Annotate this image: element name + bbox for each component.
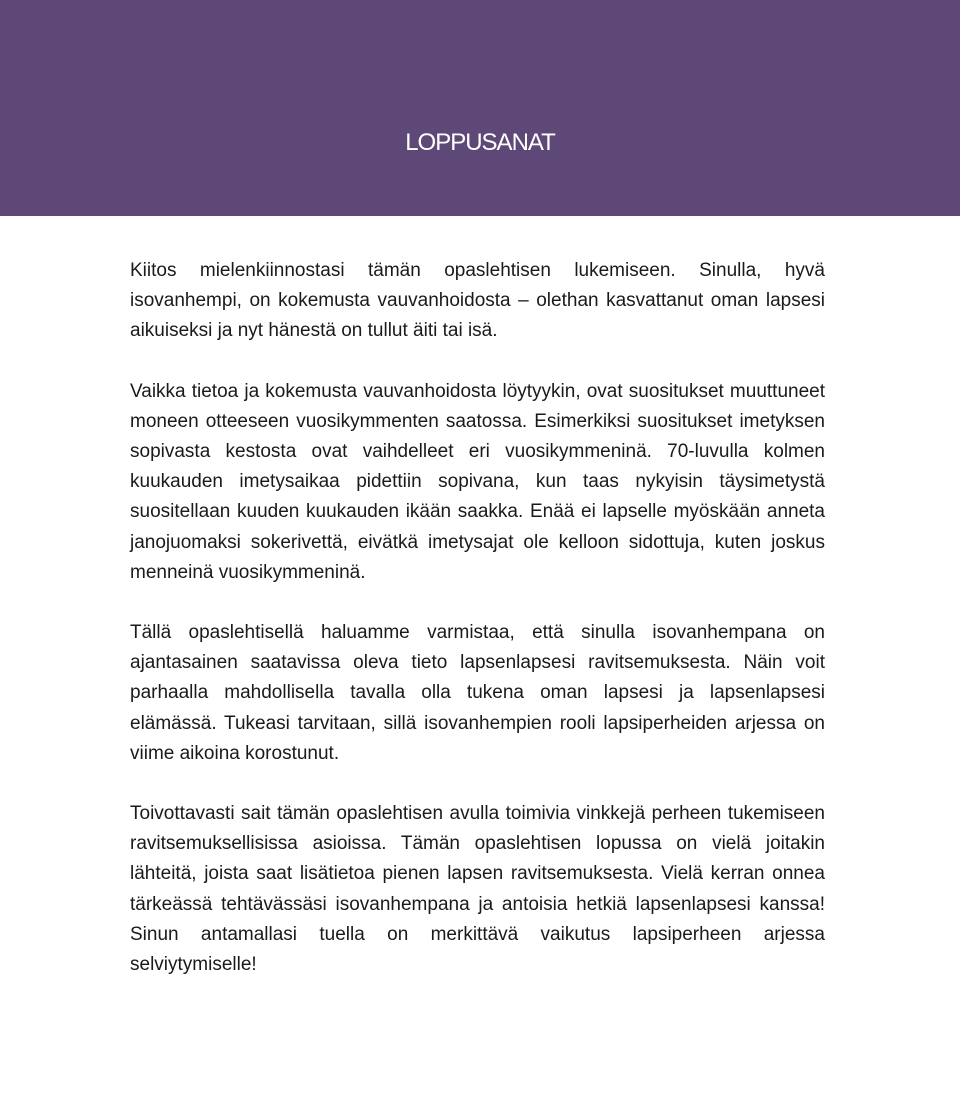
header-band: [0, 0, 960, 216]
paragraph-closing: Toivottavasti sait tämän opaslehtisen avulla toimivia vinkkejä perheen tukemiseen ravitsemuksellisissa asioissa. Tämän opaslehtisen lopussa on vielä joitakin lähteitä, joista saat lisätietoa pienen lapsen ravitsemuksesta. Vielä kerran onnea tärkeässä tehtävässäsi isovanhempana ja antoisia hetkiä lapsenlapsesi kanssa! Sinun antamallasi tuella on merkittävä vaikutus lapsiperheen arjessa selviytymiselle!: [130, 803, 825, 976]
page-title: LOPPUSANAT: [405, 129, 555, 156]
paragraph-purpose: Tällä opaslehtisellä haluamme varmistaa, että sinulla isovanhempana on ajantasainen saatavissa oleva tieto lapsenlapsesi ravitsemuksesta. Näin voit parhaalla mahdollisella tavalla olla tukena oman lapsesi ja lapsenlapsesi elämässä. Tukeasi tarvitaan, sillä isovanhempien rooli lapsiperheiden arjessa on viime aikoina korostunut.: [130, 622, 825, 764]
paragraph-intro: Kiitos mielenkiinnostasi tämän opaslehtisen lukemiseen. Sinulla, hyvä isovanhempi, on kokemusta vauvanhoidosta – olethan kasvattanut oman lapsesi aikuiseksi ja nyt hänestä on tullut äiti tai isä.: [130, 260, 825, 342]
paragraph-recommendations: Vaikka tietoa ja kokemusta vauvanhoidosta löytyykin, ovat suositukset muuttuneet moneen otteeseen vuosikymmenten saatossa. Esimerkiksi suositukset imetyksen sopivasta kestosta ovat vaihdelleet eri vuosikymmeninä. 70-luvulla kolmen kuukauden imetysaikaa pidettiin sopivana, kun taas nykyisin täysimetystä suositellaan kuuden kuukauden ikään saakka. Enää ei lapselle myöskään anneta janojuomaksi sokerivettä, eivätkä imetysajat ole kelloon sidottuja, kuten joskus menneinä vuosikymmeninä.: [130, 380, 825, 583]
body-text: [130, 256, 825, 980]
